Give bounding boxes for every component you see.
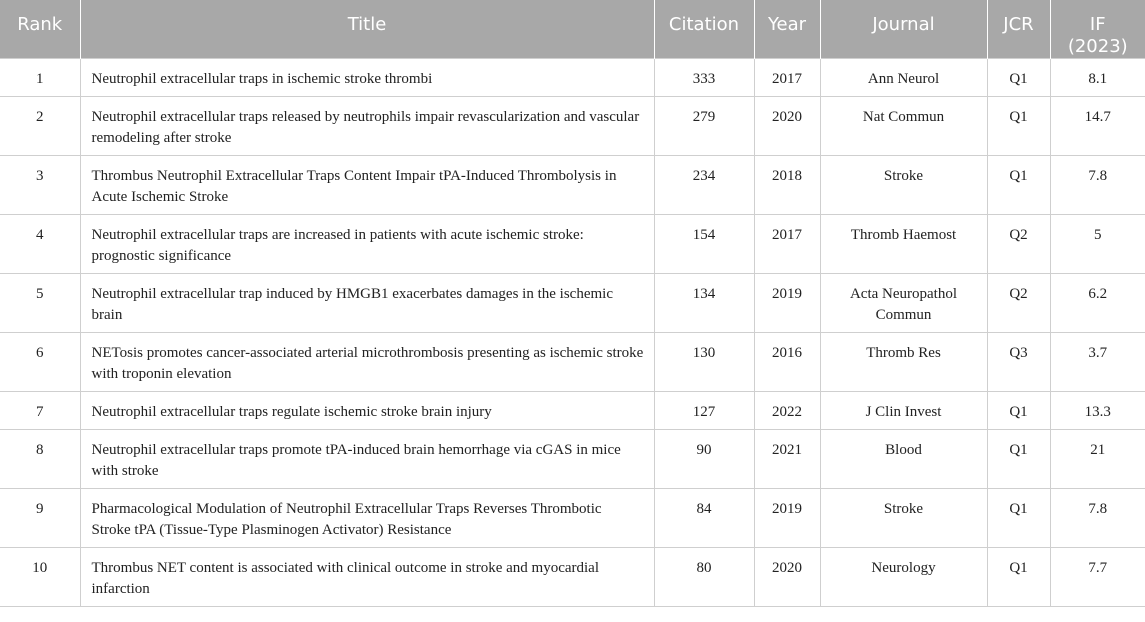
cell-year: 2018 <box>754 156 820 215</box>
cell-journal: Thromb Res <box>820 333 987 392</box>
cell-title: Neutrophil extracellular traps promote tPA-induced brain hemorrhage via cGAS in mice with stroke <box>80 430 654 489</box>
cell-citation: 130 <box>654 333 754 392</box>
cell-rank: 8 <box>0 430 80 489</box>
header-year: Year <box>754 0 820 59</box>
cell-if: 14.7 <box>1050 97 1145 156</box>
cell-title: NETosis promotes cancer-associated arterial microthrombosis presenting as ischemic stroke with troponin elevation <box>80 333 654 392</box>
table-row <box>0 489 1145 548</box>
cell-title: Pharmacological Modulation of Neutrophil Extracellular Traps Reverses Thrombotic Stroke tPA (Tissue-Type Plasminogen Activator) Resistance <box>80 489 654 548</box>
cell-title: Neutrophil extracellular trap induced by HMGB1 exacerbates damages in the ischemic brain <box>80 274 654 333</box>
cell-title: Neutrophil extracellular traps regulate ischemic stroke brain injury <box>80 392 654 430</box>
cell-title: Thrombus NET content is associated with clinical outcome in stroke and myocardial infarction <box>80 548 654 607</box>
cell-citation: 279 <box>654 97 754 156</box>
cell-rank: 10 <box>0 548 80 607</box>
cell-citation: 154 <box>654 215 754 274</box>
header-if-year: (2023) <box>1067 36 1128 57</box>
cell-jcr: Q1 <box>987 548 1050 607</box>
cell-year: 2021 <box>754 430 820 489</box>
cell-if: 5 <box>1050 215 1145 274</box>
cell-if: 8.1 <box>1050 59 1145 97</box>
cell-jcr: Q1 <box>987 97 1050 156</box>
cell-citation: 134 <box>654 274 754 333</box>
cell-rank: 4 <box>0 215 80 274</box>
table-row <box>0 156 1145 215</box>
cell-journal: Thromb Haemost <box>820 215 987 274</box>
cell-jcr: Q2 <box>987 274 1050 333</box>
header-jcr: JCR <box>987 0 1050 59</box>
cell-if: 21 <box>1050 430 1145 489</box>
cell-citation: 80 <box>654 548 754 607</box>
cell-year: 2020 <box>754 548 820 607</box>
cell-if: 7.8 <box>1050 489 1145 548</box>
cell-if: 7.7 <box>1050 548 1145 607</box>
cell-year: 2017 <box>754 59 820 97</box>
cell-if: 7.8 <box>1050 156 1145 215</box>
cell-year: 2019 <box>754 489 820 548</box>
cell-citation: 84 <box>654 489 754 548</box>
table-row <box>0 333 1145 392</box>
cell-journal: Ann Neurol <box>820 59 987 97</box>
cell-jcr: Q1 <box>987 59 1050 97</box>
cell-title: Neutrophil extracellular traps are increased in patients with acute ischemic stroke: prognostic significance <box>80 215 654 274</box>
table-row <box>0 430 1145 489</box>
header-journal: Journal <box>820 0 987 59</box>
cell-year: 2019 <box>754 274 820 333</box>
cell-year: 2016 <box>754 333 820 392</box>
header-if-label: IF <box>1089 14 1106 35</box>
table-header <box>0 0 1145 59</box>
cell-year: 2022 <box>754 392 820 430</box>
cell-citation: 333 <box>654 59 754 97</box>
cell-title: Neutrophil extracellular traps released by neutrophils impair revascularization and vascular remodeling after stroke <box>80 97 654 156</box>
cell-jcr: Q1 <box>987 430 1050 489</box>
cell-if: 6.2 <box>1050 274 1145 333</box>
cell-journal: Blood <box>820 430 987 489</box>
header-row <box>0 0 1145 59</box>
cell-journal: Acta Neuropathol Commun <box>820 274 987 333</box>
cell-journal: Neurology <box>820 548 987 607</box>
table-row <box>0 274 1145 333</box>
cell-citation: 127 <box>654 392 754 430</box>
cell-citation: 90 <box>654 430 754 489</box>
cell-journal: Nat Commun <box>820 97 987 156</box>
header-if <box>1050 0 1145 59</box>
header-rank: Rank <box>0 0 80 59</box>
cell-citation: 234 <box>654 156 754 215</box>
cell-jcr: Q1 <box>987 156 1050 215</box>
table-row <box>0 215 1145 274</box>
cell-if: 13.3 <box>1050 392 1145 430</box>
cell-jcr: Q1 <box>987 489 1050 548</box>
cell-rank: 2 <box>0 97 80 156</box>
table-body <box>0 59 1145 607</box>
cell-rank: 5 <box>0 274 80 333</box>
cell-journal: Stroke <box>820 156 987 215</box>
cell-title: Thrombus Neutrophil Extracellular Traps Content Impair tPA-Induced Thrombolysis in Acute Ischemic Stroke <box>80 156 654 215</box>
cell-rank: 9 <box>0 489 80 548</box>
cell-rank: 1 <box>0 59 80 97</box>
table-row <box>0 392 1145 430</box>
cell-title: Neutrophil extracellular traps in ischemic stroke thrombi <box>80 59 654 97</box>
cell-jcr: Q1 <box>987 392 1050 430</box>
table-row <box>0 97 1145 156</box>
cell-jcr: Q2 <box>987 215 1050 274</box>
cell-jcr: Q3 <box>987 333 1050 392</box>
cell-journal: Stroke <box>820 489 987 548</box>
cell-year: 2020 <box>754 97 820 156</box>
table-row <box>0 59 1145 97</box>
table-row <box>0 548 1145 607</box>
header-title: Title <box>80 0 654 59</box>
cell-rank: 3 <box>0 156 80 215</box>
cell-rank: 7 <box>0 392 80 430</box>
cell-year: 2017 <box>754 215 820 274</box>
cell-if: 3.7 <box>1050 333 1145 392</box>
cell-journal: J Clin Invest <box>820 392 987 430</box>
header-citation: Citation <box>654 0 754 59</box>
cell-rank: 6 <box>0 333 80 392</box>
